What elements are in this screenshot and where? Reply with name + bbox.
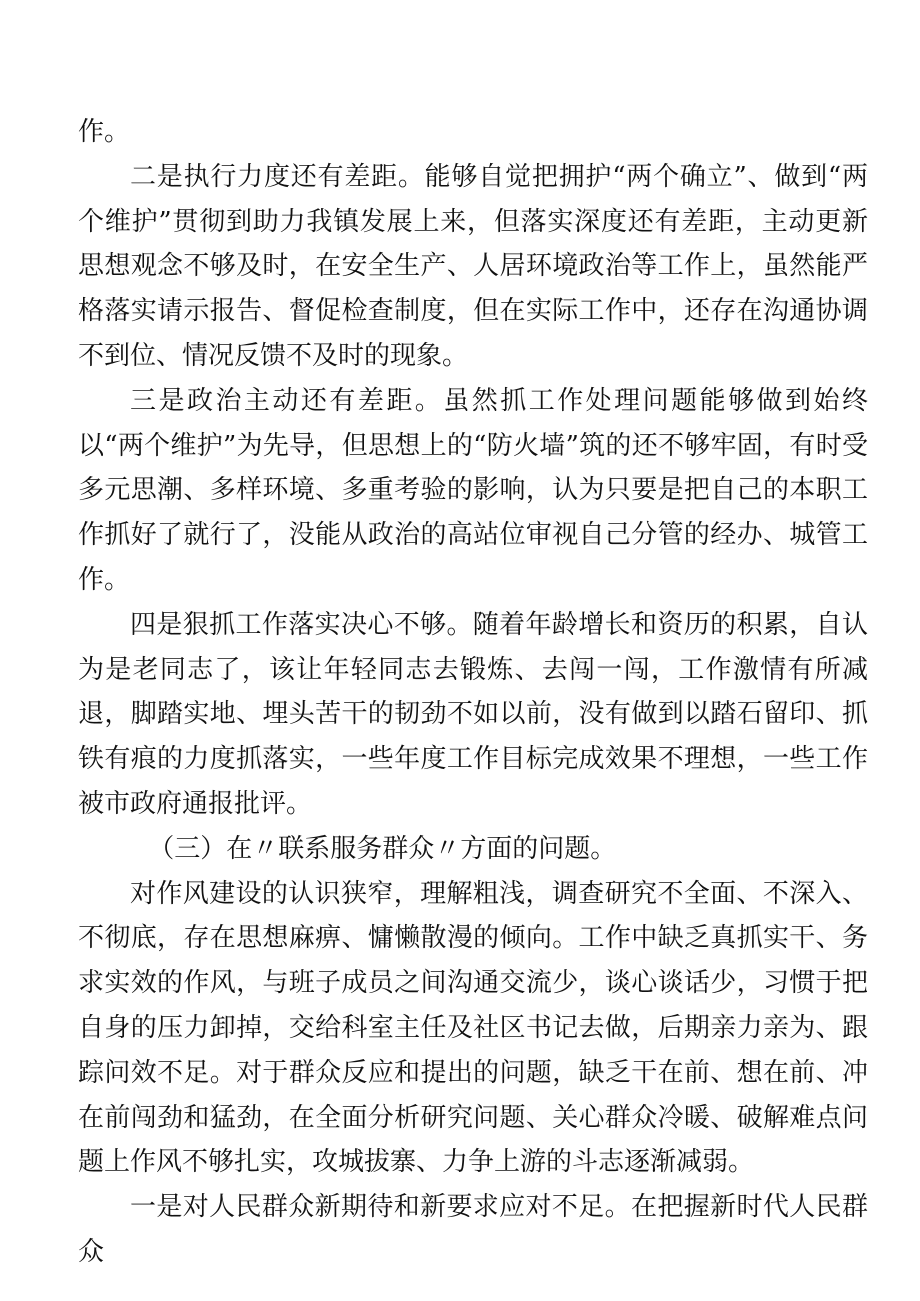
paragraph-continuation: 作。 bbox=[78, 117, 131, 147]
paragraph-execution-gap: 二是执行力度还有差距。能够自觉把拥护“两个确立”、做到“两个维护”贯彻到助力我镇发展上来，但落实深度还有差距，主动更新思想观念不够及时，在安全生产、人居环境政治等工作上，虽然能严格落实请示报告、督促检查制度，但在实际工作中，还存在沟通协调不到位、情况反馈不及时的现象。 bbox=[78, 161, 868, 371]
section-heading-serving-masses: （三）在〃联系服务群众〃方面的问题。 bbox=[148, 833, 617, 864]
paragraph-work-style: 对作风建设的认识狭窄，理解粗浅，调查研究不全面、不深入、不彻底，存在思想麻痹、慵懒散漫的倾向。工作中缺乏真抓实干、务求实效的作风，与班子成员之间沟通交流少，谈心谈话少，习惯于把自身的压力卸掉，交给科室主任及社区书记去做，后期亲力亲为、跟踪问效不足。对于群众反应和提出的问题，缺乏干在前、想在前、冲在前闯劲和猛劲，在全面分析研究问题、关心群众冷暖、破解难点问题上作风不够扎实，攻城拔寨、力争上游的斗志逐渐减弱。 bbox=[78, 878, 868, 1178]
paragraph-implementation-resolve: 四是狠抓工作落实决心不够。随着年龄增长和资历的积累，自认为是老同志了，该让年轻同志去锻炼、去闯一闯，工作激情有所减退，脚踏实地、埋头苦干的韧劲不如以前，没有做到以踏石留印、抓铁有痕的力度抓落实，一些年度工作目标完成效果不理想，一些工作被市政府通报批评。 bbox=[78, 609, 868, 819]
paragraph-political-initiative-gap: 三是政治主动还有差距。虽然抓工作处理问题能够做到始终以“两个维护”为先导，但思想上的“防火墙”筑的还不够牢固，有时受多元思潮、多样环境、多重考验的影响，认为只要是把自己的本职工作抓好了就行了，没能从政治的高站位审视自己分管的经办、城管工作。 bbox=[78, 385, 868, 595]
paragraph-new-expectations: 一是对人民群众新期待和新要求应对不足。在把握新时代人民群众 bbox=[78, 1192, 868, 1267]
document-body bbox=[78, 110, 868, 1275]
